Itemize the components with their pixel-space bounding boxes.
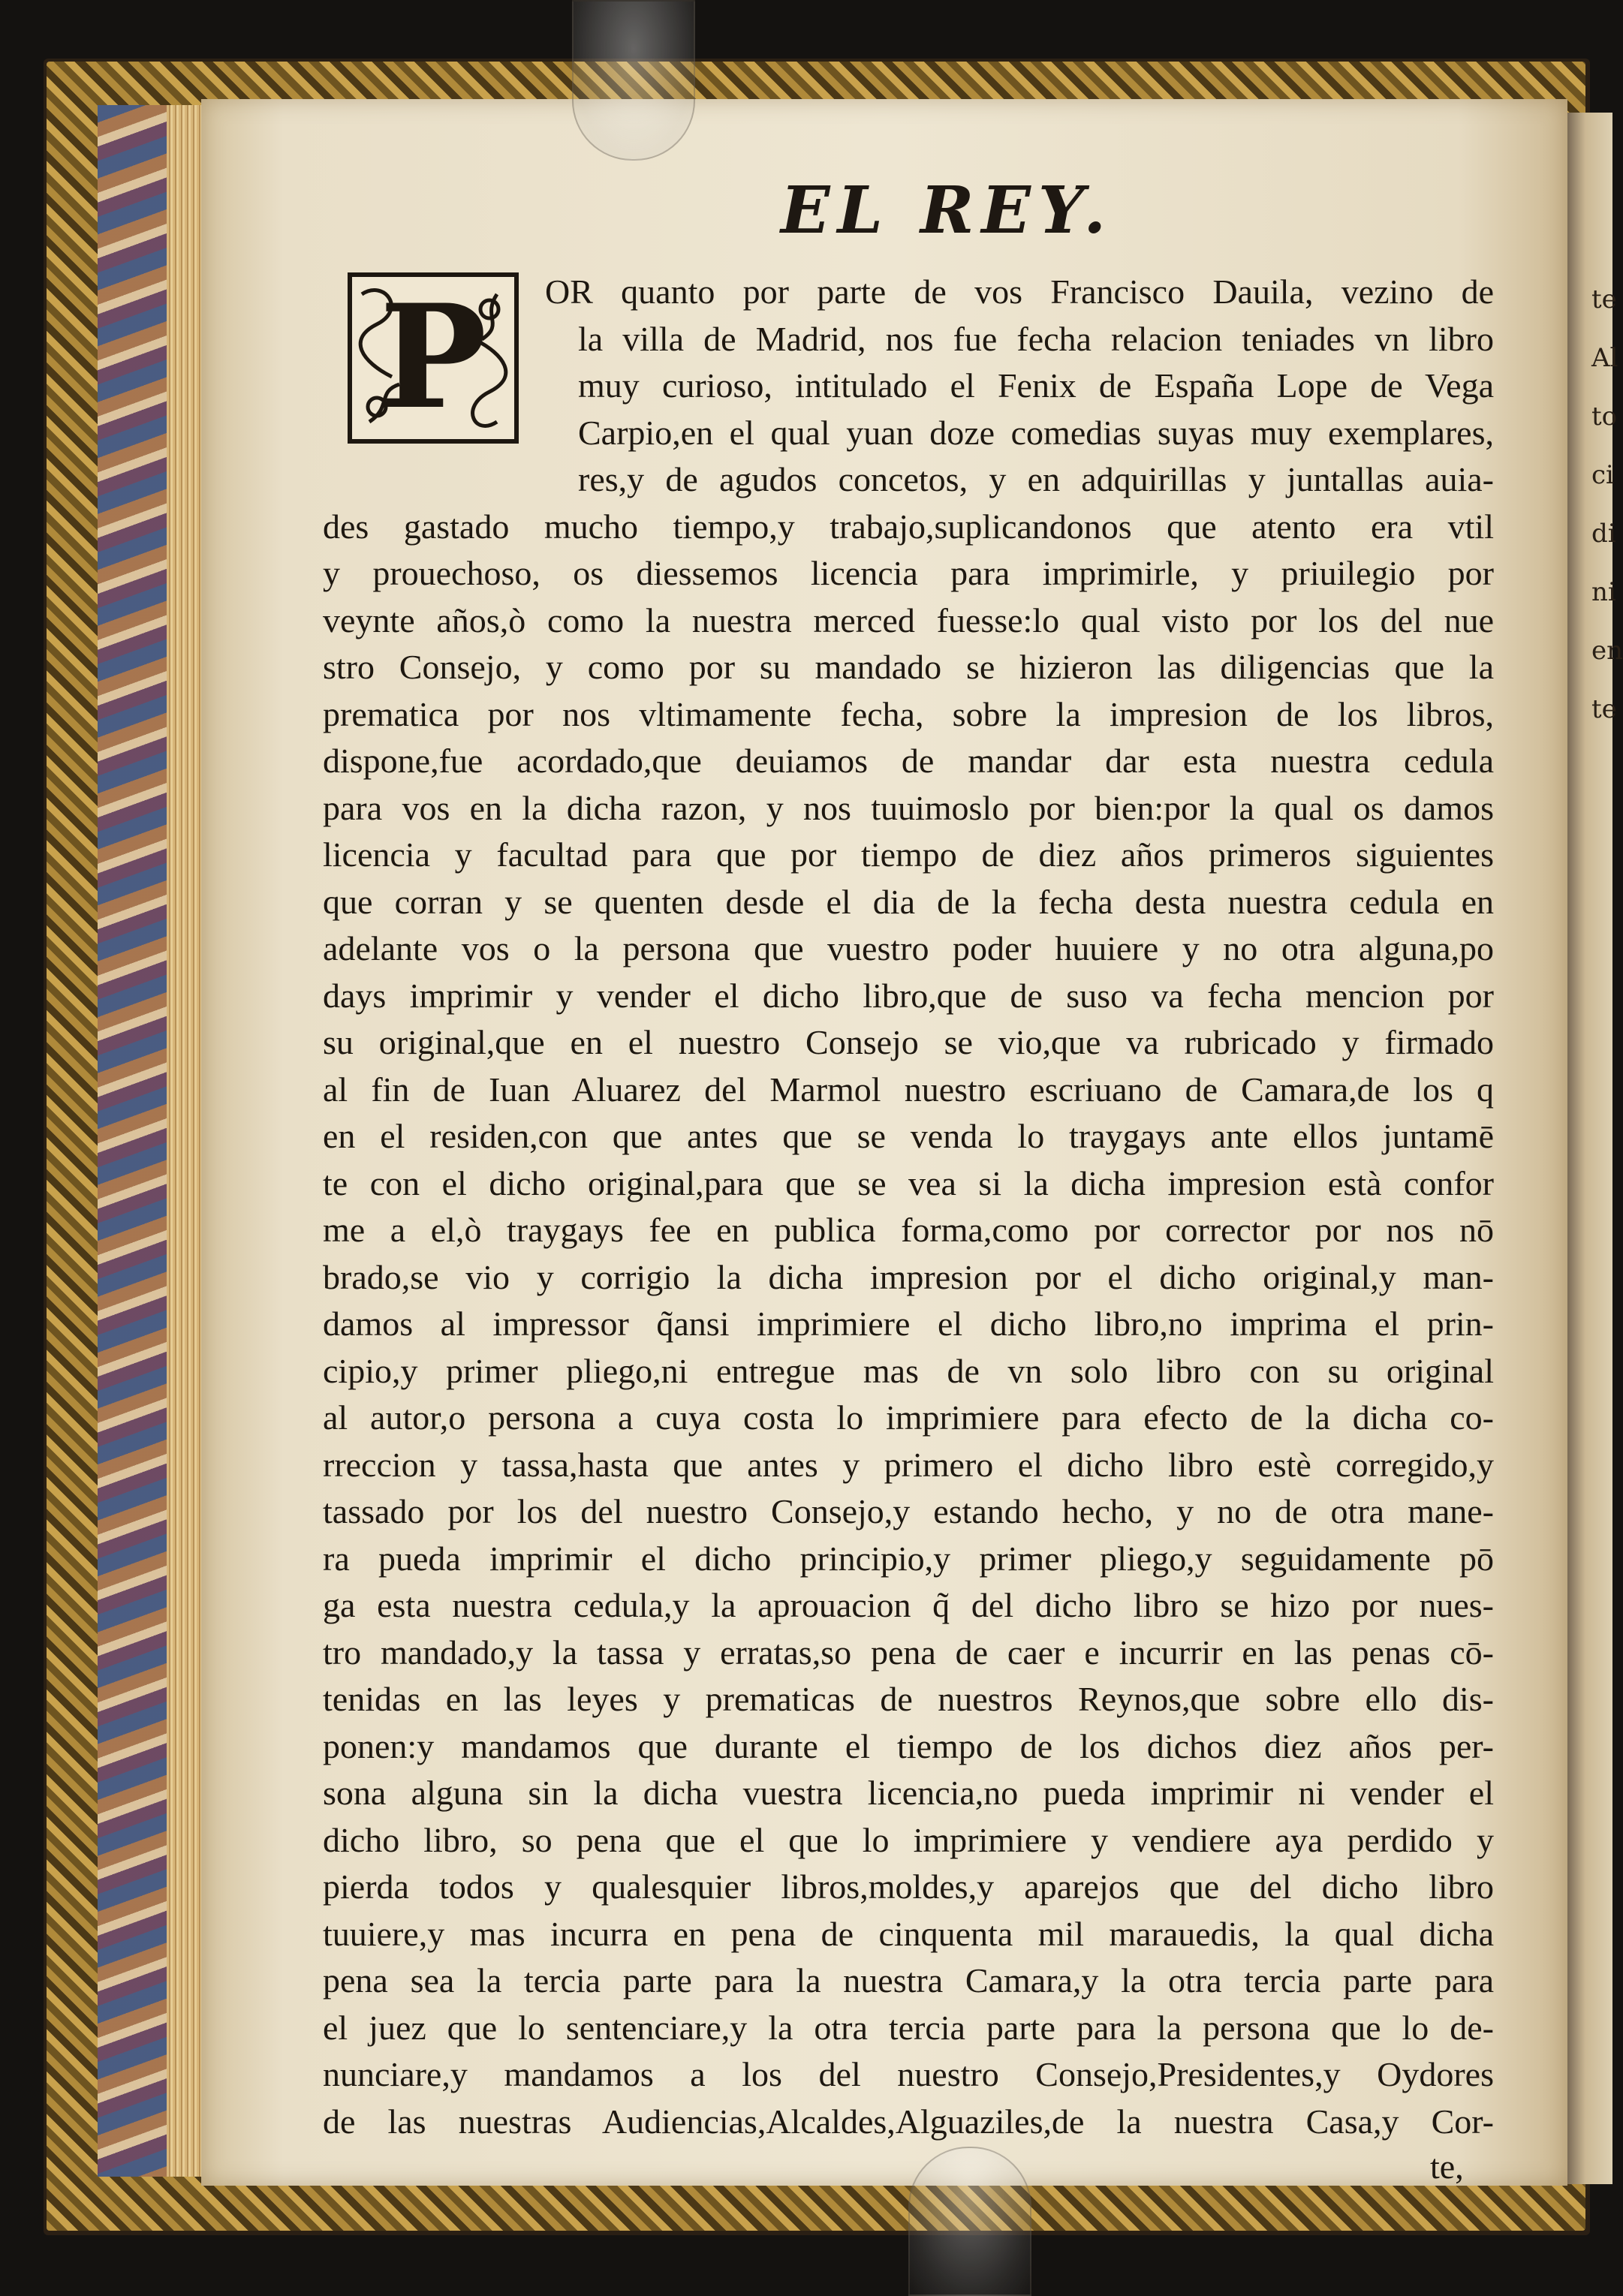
drop-cap-letter: P — [379, 273, 487, 441]
text-line: cipio,y primer pliego,ni entregue mas de vn solo libro con su original — [323, 1351, 1494, 1390]
text-line: prematica por nos vltimamente fecha, sobre la impresion de los libros, — [323, 694, 1494, 733]
text-line: stro Consejo, y como por su mandado se hizieron las diligencias que la — [323, 648, 1494, 686]
page-title: EL REY. — [781, 173, 1114, 248]
facing-fragment: ni — [1591, 577, 1616, 607]
text-line: el juez que lo sentenciare,y la otra tercia parte para la persona que lo de- — [323, 2008, 1494, 2047]
text-line: de las nuestras Audiencias,Alcaldes,Alguaziles,de la nuestra Casa,y Cor- — [323, 2102, 1494, 2141]
text-line: rreccion y tassa,hasta que antes y primero el dicho libro estè corregido,y — [323, 1445, 1494, 1484]
text-line: damos al impressor q̃ansi imprimiere el dicho libro,no imprima el prin- — [323, 1304, 1494, 1343]
catchword: te, — [1430, 2147, 1464, 2186]
text-line: tenidas en las leyes y prematicas de nuestros Reynos,que sobre ello dis- — [323, 1680, 1494, 1718]
facing-page-text — [1591, 270, 1623, 739]
text-line: dicho libro, so pena que el que lo imprimiere y vendiere aya perdido y — [323, 1820, 1494, 1859]
text-line: nunciare,y mandamos a los del nuestro Consejo,Presidentes,y Oydores — [323, 2055, 1494, 2093]
text-line: para vos en la dicha razon, y nos tuuimoslo por bien:por la qual os damos — [323, 788, 1494, 827]
text-line: pena sea la tercia parte para la nuestra Camara,y la otra tercia parte para — [323, 1961, 1494, 2000]
text-line: tuuiere,y mas incurra en pena de cinquenta mil marauedis, la qual dicha — [323, 1914, 1494, 1953]
text-line: dispone,fue acordado,que deuiamos de mandar dar esta nuestra cedula — [323, 742, 1494, 780]
facing-fragment: ci — [1591, 460, 1614, 490]
text-line: des gastado mucho tiempo,y trabajo,suplicandonos que atento era vtil — [323, 507, 1494, 546]
page-clamp-bottom — [908, 2147, 1031, 2296]
text-line: que corran y se quenten desde el dia de la fecha desta nuestra cedula en — [323, 882, 1494, 921]
text-line: al autor,o persona a cuya costa lo imprimiere para efecto de la dicha co- — [323, 1398, 1494, 1437]
text-line: days imprimir y vender el dicho libro,que de suso va fecha mencion por — [323, 976, 1494, 1015]
text-line: veynte años,ò como la nuestra merced fuesse:lo qual visto por los del nue — [323, 600, 1494, 639]
text-line: ga esta nuestra cedula,y la aprouacion q̃ del dicho libro se hizo por nues- — [323, 1586, 1494, 1624]
text-line: adelante vos o la persona que vuestro poder huuiere y no otra alguna,po — [323, 929, 1494, 967]
text-line: su original,que en el nuestro Consejo se vio,que va rubricado y firmado — [323, 1023, 1494, 1061]
text-line: te con el dicho original,para que se vea si la dicha impresion està confor — [323, 1163, 1494, 1202]
facing-fragment: te — [1591, 694, 1617, 724]
text-line: al fin de Iuan Aluarez del Marmol nuestro escriuano de Camara,de los q — [323, 1070, 1494, 1109]
text-line: la villa de Madrid, nos fue fecha relacion teniades vn libro — [578, 319, 1494, 358]
decree-text — [323, 269, 1494, 2145]
page-clamp-top — [572, 0, 695, 161]
text-line: me a el,ò traygays fee en publica forma,como por corrector por nos nō — [323, 1211, 1494, 1249]
text-line: res,y de agudos concetos, y en adquirillas y juntallas auia- — [578, 460, 1494, 498]
text-line: tro mandado,y la tassa y erratas,so pena de caer e incurrir en las penas cō- — [323, 1632, 1494, 1672]
facing-fragment: te — [1591, 284, 1617, 314]
text-line: tassado por los del nuestro Consejo,y estando hecho, y no de otra mane- — [323, 1492, 1494, 1530]
text-line: muy curioso, intitulado el Fenix de España Lope de Vega — [578, 366, 1494, 405]
facing-fragment: to — [1591, 402, 1618, 432]
text-line: sona alguna sin la dicha vuestra licencia,no pueda imprimir ni vender el — [323, 1774, 1494, 1812]
page-edges — [167, 105, 204, 2177]
text-line: pierda todos y qualesquier libros,moldes,y aparejos que del dicho libro — [323, 1867, 1494, 1906]
text-line: brado,se vio y corrigio la dicha impresion por el dicho original,y man- — [323, 1257, 1494, 1296]
facing-fragment: Al — [1591, 343, 1618, 373]
text-line: OR quanto por parte de vos Francisco Dauila, vezino de — [545, 272, 1494, 311]
text-line: ra pueda imprimir el dicho principio,y primer pliego,y seguidamente pō — [323, 1539, 1494, 1578]
text-line: licencia y facultad para que por tiempo de diez años primeros siguientes — [323, 835, 1494, 874]
text-line: en el residen,con que antes que se venda lo traygays ante ellos juntamē — [323, 1117, 1494, 1155]
facing-fragment: en — [1591, 636, 1623, 666]
text-line: Carpio,en el qual yuan doze comedias suyas muy exemplares, — [578, 413, 1494, 452]
text-line: ponen:y mandamos que durante el tiempo de los dichos diez años per- — [323, 1726, 1494, 1765]
text-line: y prouechoso, os diessemos licencia para imprimirle, y priuilegio por — [323, 554, 1494, 592]
facing-fragment: di — [1591, 519, 1616, 549]
